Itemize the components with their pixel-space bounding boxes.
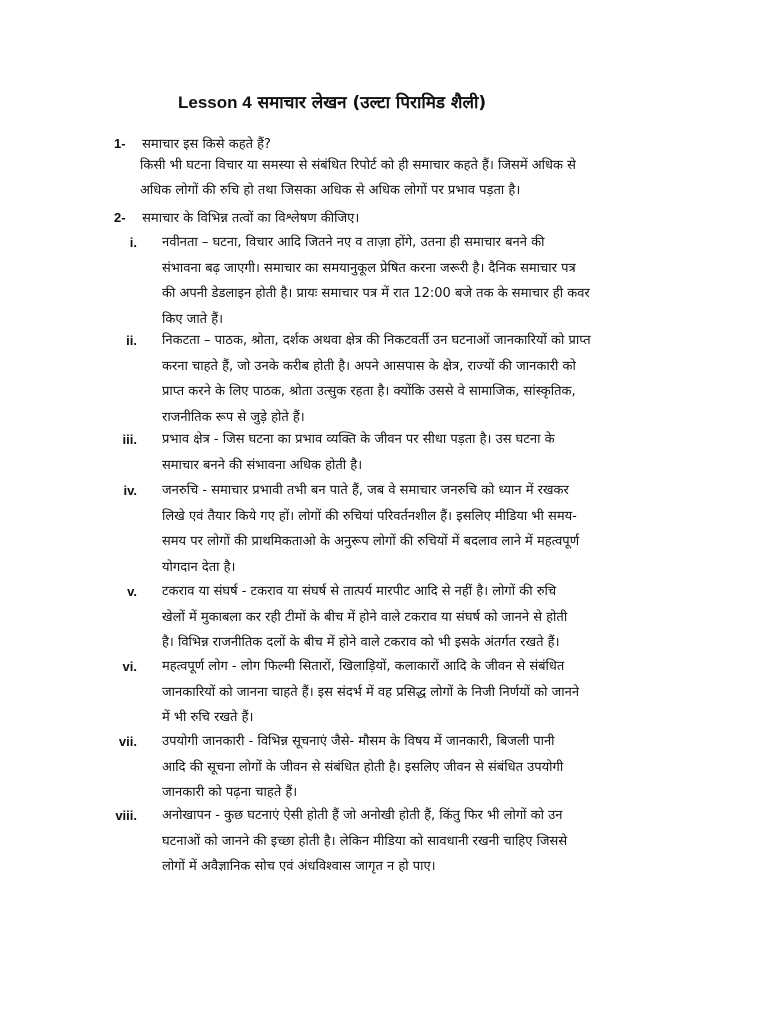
roman-numeral: i. — [129, 235, 137, 250]
roman-numeral: viii. — [115, 808, 137, 823]
roman-numeral: iii. — [122, 432, 137, 447]
answer-line: अधिक लोगों की रुचि हो तथा जिसका अधिक से अधिक लोगों पर प्रभाव पड़ता है। — [140, 183, 521, 198]
item-line: समाचार बनने की संभावना अधिक होती है। — [162, 457, 363, 473]
question-number: 2- — [114, 210, 126, 225]
item-line: लोगों में अवैज्ञानिक सोच एवं अंधविश्वास जागृत न हो पाए। — [162, 859, 436, 874]
item-line: योगदान देता है। — [162, 559, 236, 575]
page-title — [178, 90, 486, 113]
item-line: जानकारी को पढ़ना चाहते हैं। — [162, 785, 298, 800]
item-line: राजनीतिक रूप से जुड़े होते हैं। — [162, 409, 305, 425]
roman-numeral: v. — [127, 584, 137, 599]
item-line: प्रभाव क्षेत्र - जिस घटना का प्रभाव व्यक्ति के जीवन पर सीधा पड़ता है। उस घटना के — [162, 432, 555, 447]
item-line: आदि की सूचना लोगों के जीवन से संबंधित होती है। इसलिए जीवन से संबंधित उपयोगी — [162, 759, 564, 775]
item-line: समय पर लोगों की प्राथमिकताओ के अनुरूप लोगों की रुचियों में बदलाव लाने में महत्वपूर्ण — [162, 534, 580, 549]
item-line: उपयोगी जानकारी - विभिन्न सूचनाएं जैसे- मौसम के विषय में जानकारी, बिजली पानी — [162, 734, 555, 749]
item-line: है। विभिन्न राजनीतिक दलों के बीच में होने वाले टकराव को भी इसके अंतर्गत रखते हैं। — [162, 635, 560, 650]
roman-numeral: ii. — [126, 333, 137, 348]
item-line: जानकारियों को जानना चाहते हैं। इस संदर्भ में वह प्रसिद्ध लोगों के निजी निर्णयों को जानने — [162, 684, 580, 700]
item-line: लिखे एवं तैयार किये गए हों। लोगों की रुचियां परिवर्तनशील हैं। इसलिए मीडिया भी समय- — [162, 508, 577, 524]
item-line: संभावना बढ़ जाएगी। समाचार का समयानुकूल प्रेषित करना जरूरी है। दैनिक समाचार पत्र — [162, 260, 576, 276]
lesson-number: Lesson 4 — [178, 93, 252, 112]
answer-line: किसी भी घटना विचार या समस्या से संबंधित रिपोर्ट को ही समाचार कहते हैं। जिसमें अधिक से — [140, 158, 576, 173]
item-line: करना चाहते हैं, जो उनके करीब होती है। अपने आसपास के क्षेत्र, राज्यों की जानकारी को — [162, 358, 576, 374]
item-line: जनरुचि - समाचार प्रभावी तभी बन पाते हैं, जब वे समाचार जनरुचि को ध्यान में रखकर — [162, 483, 569, 498]
question-2 — [114, 208, 359, 226]
roman-numeral: iv. — [123, 483, 137, 498]
question-1 — [114, 134, 271, 152]
item-line: निकटता – पाठक, श्रोता, दर्शक अथवा क्षेत्र की निकटवर्ती उन घटनाओं जानकारियों को प्राप्त — [162, 333, 591, 348]
item-line: घटनाओं को जानने की इच्छा होती है। लेकिन मीडिया को सावधानी रखनी चाहिए जिससे — [162, 833, 568, 849]
lesson-title: समाचार लेखन (उल्टा पिरामिड शैली) — [257, 93, 487, 113]
item-line: प्राप्त करने के लिए पाठक, श्रोता उत्सुक रहता है। क्योंकि उससे वे सामाजिक, सांस्कृतिक, — [162, 384, 576, 399]
item-line: टकराव या संघर्ष - टकराव या संघर्ष से तात्पर्य मारपीट आदि से नहीं है। लोगों की रुचि — [162, 584, 557, 599]
item-line: में भी रुचि रखते हैं। — [162, 710, 254, 725]
item-line: नवीनता – घटना, विचार आदि जितने नए व ताज़ा होंगे, उतना ही समाचार बनने की — [162, 235, 545, 250]
item-line: अनोखापन - कुछ घटनाएं ऐसी होती हैं जो अनोखी होती हैं, किंतु फिर भी लोगों को उन — [162, 808, 563, 823]
roman-numeral: vi. — [122, 659, 137, 674]
item-line: की अपनी डेडलाइन होती है। प्रायः समाचार पत्र में रात 12:00 बजे तक के समाचार ही कवर — [162, 286, 590, 301]
roman-numeral: vii. — [118, 734, 137, 749]
item-line: महत्वपूर्ण लोग - लोग फिल्मी सितारों, खिलाड़ियों, कलाकारों आदि के जीवन से संबंधित — [162, 659, 565, 674]
question-text: समाचार इस किसे कहते हैं? — [142, 137, 271, 152]
item-line: खेलों में मुकाबला कर रही टीमों के बीच में होने वाले टकराव या संघर्ष को जानने से होती — [162, 609, 568, 625]
answer-1 — [140, 153, 680, 203]
question-text: समाचार के विभिन्न तत्वों का विश्लेषण कीजिए। — [142, 211, 360, 226]
item-line: किए जाते हैं। — [162, 311, 224, 327]
question-number: 1- — [114, 136, 126, 151]
